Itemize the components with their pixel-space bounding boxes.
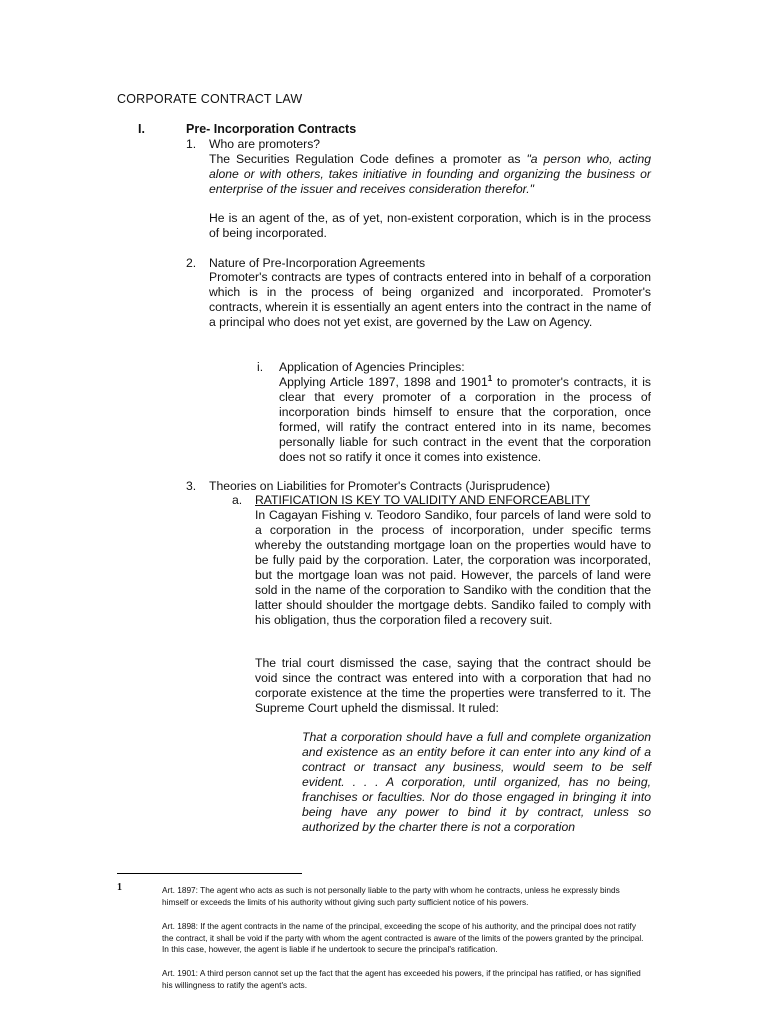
agent-paragraph: He is an agent of the, as of yet, non-existent corporation, which is in the process of being incorporated. xyxy=(209,211,651,240)
item-number: 1. xyxy=(186,137,197,151)
footnote-art1897: Art. 1897: The agent who acts as such is not personally liable to the party with whom he contracts, unless he expressly binds himself or exceeds the limits of his authority without giving such party sufficient notice of his powers. xyxy=(162,885,620,907)
item-number: 3. xyxy=(186,479,197,493)
footnote-art1901: Art. 1901: A third person cannot set up the fact that the agent has exceeded his powers, if the principal has ratified, or has signified his willingness to ratify the agent's acts. xyxy=(162,968,641,990)
subitem-heading: RATIFICATION IS KEY TO VALIDITY AND ENFORCEABLITY xyxy=(255,493,591,507)
case-facts-paragraph: In Cagayan Fishing v. Teodoro Sandiko, four parcels of land were sold to a corporation in the process of incorporation, under specific terms whereby the outstanding mortgage loan on the properties would have to be fully paid by the corporation. Later, the corporation was incorporated, but the mortgage loan was not paid. However, the parcels of land were sold in the name of the corporation to Sandiko with the condition that the latter should shoulder the mortgage debts. Sandiko failed to comply with his obligation, thus the corporation filed a recovery suit. xyxy=(255,508,651,627)
court-ruling-paragraph: The trial court dismissed the case, saying that the contract should be void since the contract was entered into with a corporation that had no corporate existence at the time the properties were transferred to it. The Supreme Court upheld the dismissal. It ruled: xyxy=(255,656,651,715)
document-title: CORPORATE CONTRACT LAW xyxy=(117,92,303,106)
footnote-art1898: Art. 1898: If the agent contracts in the name of the principal, exceeding the scope of his authority, and the principal does not ratify the contract, it shall be void if the party with whom the agent contracted is aware of the limits of the powers granted by the principal. In this case, however, the agent is liable if he undertook to secure the principal's ratification. xyxy=(162,921,644,955)
agencies-text-start: Applying Article 1897, 1898 and 1901 xyxy=(279,375,488,389)
definition-intro: The Securities Regulation Code defines a promoter as xyxy=(209,152,527,166)
footnote-reference[interactable]: 1 xyxy=(487,373,493,383)
subitem-number: i. xyxy=(257,360,264,374)
subitem-letter: a. xyxy=(232,493,243,507)
item-heading: Theories on Liabilities for Promoter's Contracts (Jurisprudence) xyxy=(209,479,551,493)
definition-quote: "a person who, acting alone or with others, takes initiative in founding and organizing the business or enterprise of the issuer and receives consideration therefor." xyxy=(209,152,651,196)
subitem-heading: Application of Agencies Principles: xyxy=(279,360,465,374)
item-heading: Who are promoters? xyxy=(209,137,321,151)
ruling-quote: That a corporation should have a full and complete organization and existence as an entity before it can enter into any kind of a contract or transact any business, would seem to be self evident. . . . A corporation, until organized, has no being, franchises or faculties. Nor do those engaged in bringing it into being have any power to bind it by contract, unless so authorized by the charter there is not a corporation xyxy=(302,730,651,834)
promoter-definition xyxy=(209,152,651,197)
item-heading: Nature of Pre-Incorporation Agreements xyxy=(209,256,426,270)
agencies-text-end: to promoter's contracts, it is clear that every promoter of a corporation in the process of incorporation binds himself to ensure that the corporation, once formed, will ratify the contract entered into in its name, becomes personally liable for such contract in the event that the corporation does not so ratify it once it comes into existence. xyxy=(279,375,651,464)
footnote-mark: 1 xyxy=(117,882,122,893)
section-heading: Pre- Incorporation Contracts xyxy=(186,122,357,136)
item-number: 2. xyxy=(186,256,197,270)
agencies-paragraph xyxy=(279,375,651,465)
nature-paragraph: Promoter's contracts are types of contracts entered into in behalf of a corporation which is in the process of being organized and incorporated. Promoter's contracts, wherein it is essentially an agent enters into the contract in the name of a principal who does not yet exist, are governed by the Law on Agency. xyxy=(209,270,651,329)
section-number: I. xyxy=(138,122,145,136)
footnote-separator xyxy=(117,873,302,874)
